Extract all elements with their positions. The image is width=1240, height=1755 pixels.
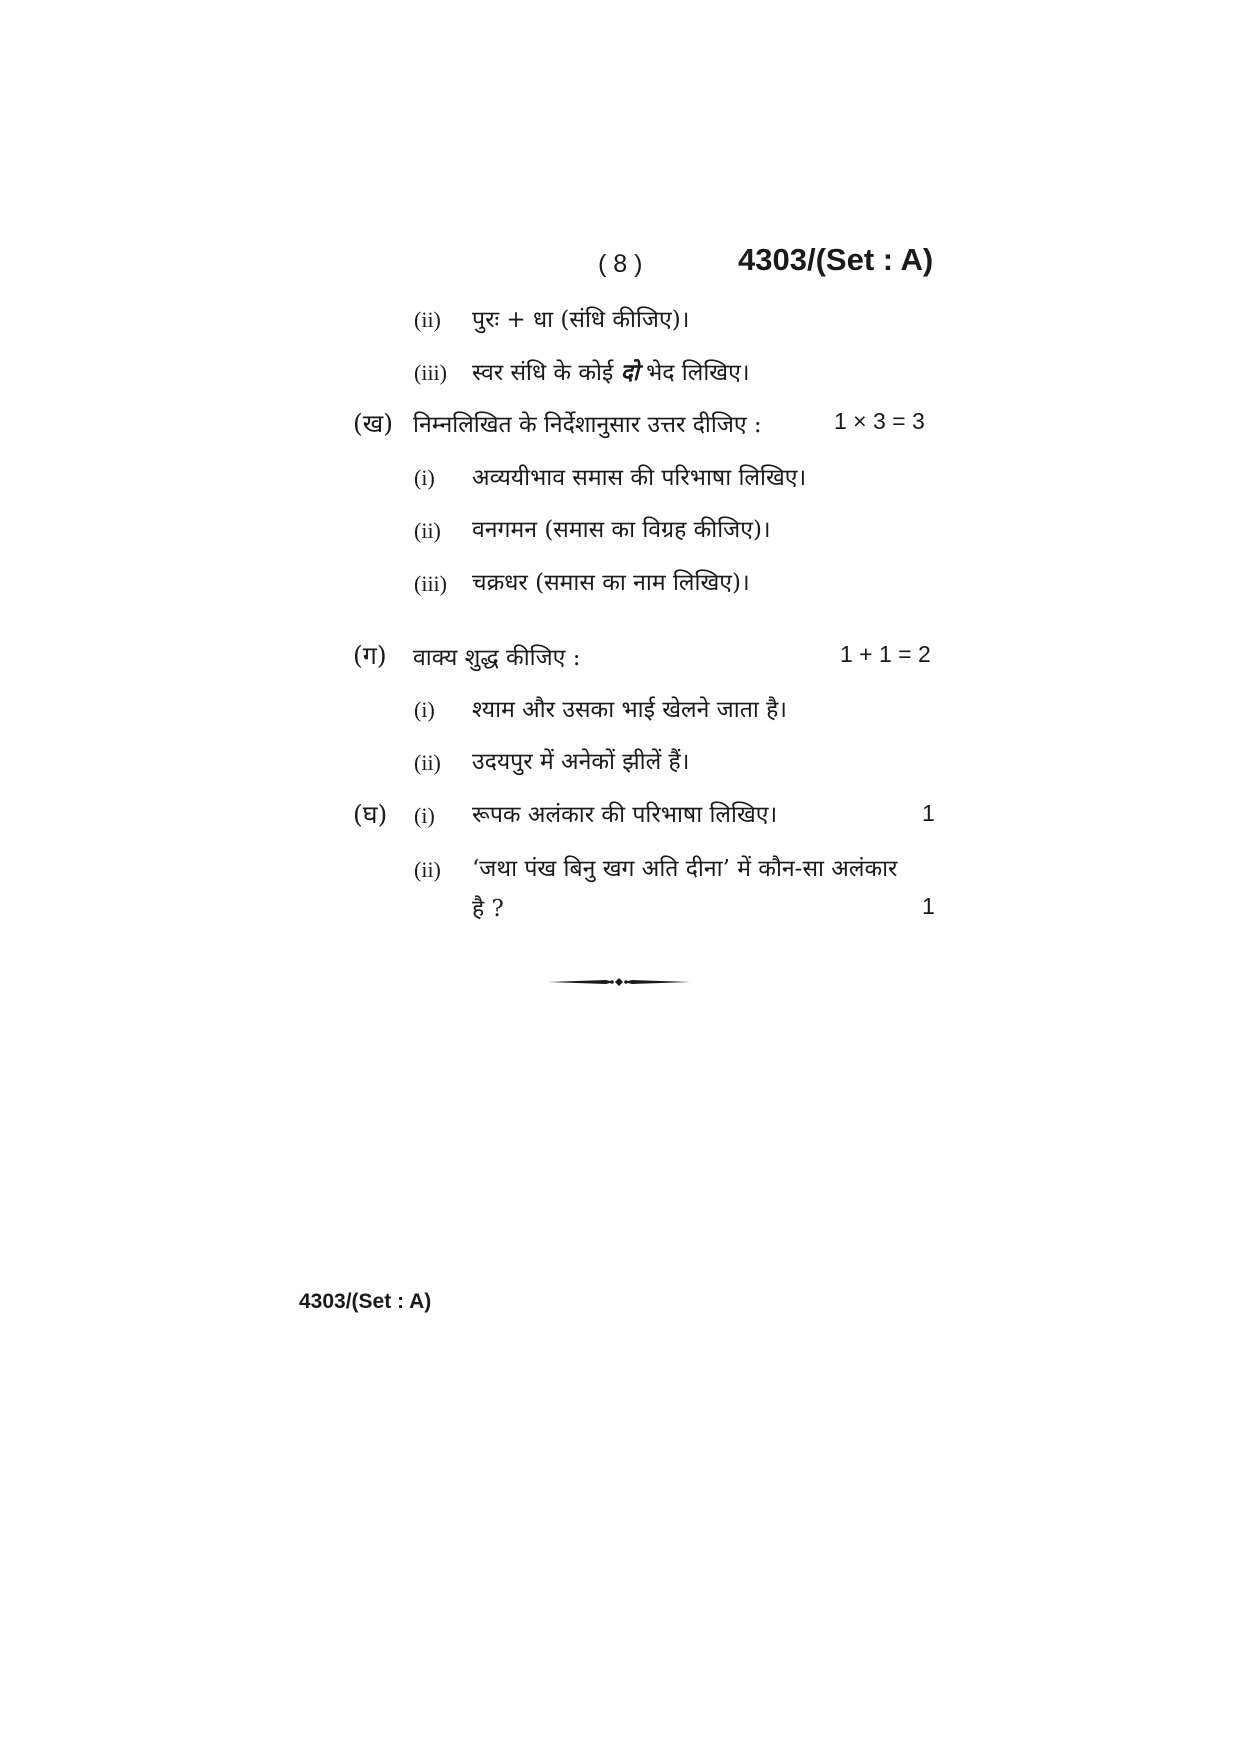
question-text: ‘जथा पंख बिनु खग अति दीना’ में कौन-सा अलंकार xyxy=(472,856,898,882)
section-instruction: निम्नलिखित के निर्देशानुसार उत्तर दीजिए : xyxy=(413,412,762,438)
item-number: (ii) xyxy=(414,750,441,775)
page-number: ( 8 ) xyxy=(598,250,643,278)
section-marks: 1 + 1 = 2 xyxy=(840,641,931,667)
item-marks: 1 xyxy=(922,800,935,826)
section-label: (ग) xyxy=(353,641,387,670)
question-text: रूपक अलंकार की परिभाषा लिखिए। xyxy=(472,802,778,828)
emphasis-word: दो xyxy=(620,359,639,386)
question-text: श्याम और उसका भाई खेलने जाता है। xyxy=(472,697,788,723)
item-number: (iii) xyxy=(414,360,447,385)
question-text: चक्रधर (समास का नाम लिखिए)। xyxy=(472,570,750,596)
item-number: (ii) xyxy=(414,307,441,332)
item-number: (i) xyxy=(414,803,435,828)
ornament-divider xyxy=(548,976,690,988)
section-label: (घ) xyxy=(353,800,388,829)
section-label: (ख) xyxy=(353,409,393,438)
paper-code-footer: 4303/(Set : A) xyxy=(299,1290,432,1313)
item-number: (ii) xyxy=(414,857,441,882)
section-marks: 1 × 3 = 3 xyxy=(834,408,925,434)
paper-code-header: 4303/(Set : A) xyxy=(738,242,934,277)
question-text: अव्ययीभाव समास की परिभाषा लिखिए। xyxy=(472,465,807,491)
question-text: उदयपुर में अनेकों झीलें हैं। xyxy=(472,749,690,775)
item-marks: 1 xyxy=(922,893,935,919)
question-text: वनगमन (समास का विग्रह कीजिए)। xyxy=(472,517,771,543)
item-number: (i) xyxy=(414,697,435,722)
question-text: पुरः + धा (संधि कीजिए)। xyxy=(472,307,690,333)
question-text-continued: है ? xyxy=(472,896,504,922)
item-number: (i) xyxy=(414,465,435,490)
item-number: (ii) xyxy=(414,518,441,543)
question-text: स्वर संधि के कोई दो भेद लिखिए। xyxy=(472,359,750,386)
item-number: (iii) xyxy=(414,571,447,596)
section-instruction: वाक्य शुद्ध कीजिए : xyxy=(413,645,581,671)
